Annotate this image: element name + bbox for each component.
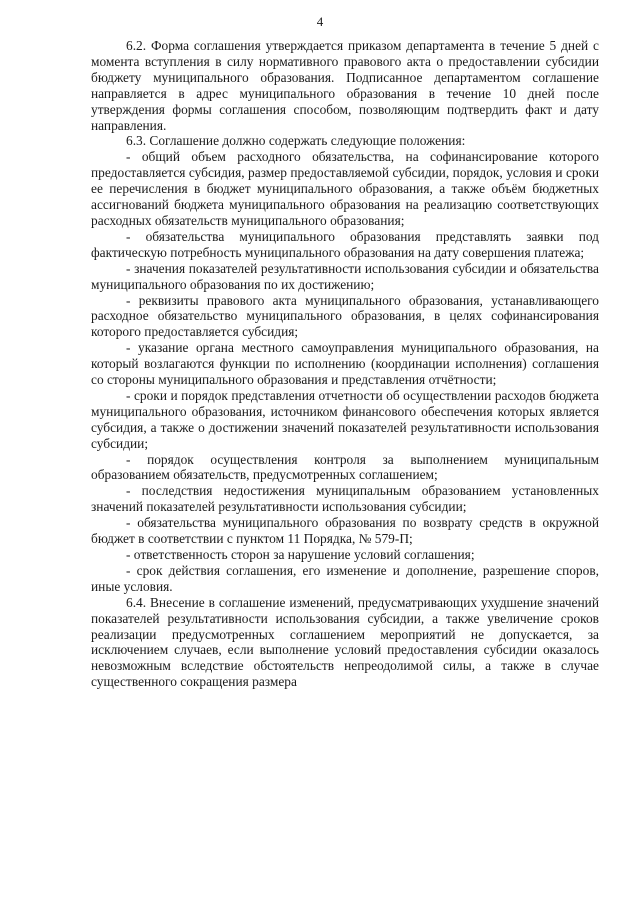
paragraph-6-3: 6.3. Соглашение должно содержать следующие положения: <box>126 133 466 149</box>
list-item-term-and-disputes: - срок действия соглашения, его изменение и дополнение, разрешение споров, иные условия. <box>91 562 599 594</box>
list-item-legal-act-details: - реквизиты правового акта муниципального образования, устанавливающего расходное обязательство муниципального образования, в целях софинансирования которого предоставляется субсидия; <box>91 292 599 340</box>
list-item-payment-requests: - обязательства муниципального образования представлять заявки под фактическую потребность муниципального образования на дату совершения платежа; <box>91 228 599 260</box>
paragraph-6-4: 6.4. Внесение в соглашение изменений, предусматривающих ухудшение значений показателей результативности использования субсидии, а также увеличение сроков реализации предусмотренных соглашением мероприятий не допускается, за исключением случаев, если выполнение условий предоставления субсидии оказалось невозможным вследствие обстоятельств непреодолимой силы, а также в случае существенного сокращения размера <box>91 594 599 690</box>
list-item-responsible-body: - указание органа местного самоуправления муниципального образования, на который возлагаются функции по исполнению (координации исполнения) соглашения со стороны муниципального образования и представления отчётности; <box>91 340 599 388</box>
page-number: 4 <box>316 14 324 29</box>
document-body <box>91 38 599 690</box>
list-item-control-procedure: - порядок осуществления контроля за выполнением муниципальным образованием обязательств, предусмотренных соглашением; <box>91 451 599 483</box>
list-item-reporting: - сроки и порядок представления отчетности об осуществлении расходов бюджета муниципального образования, источником финансового обеспечения которых является субсидия, а также о достижении значений показателей результативности использования субсидии; <box>91 387 599 451</box>
list-item-consequences: - последствия недостижения муниципальным образованием установленных значений показателей результативности использования субсидии; <box>91 483 599 515</box>
list-item-liability: - ответственность сторон за нарушение условий соглашения; <box>126 547 475 562</box>
list-item-expense-obligation: - общий объем расходного обязательства, на софинансирование которого предоставляется субсидия, размер предоставляемой субсидии, порядок, условия и сроки ее перечисления в бюджет муниципального образования, а также объём бюджетных ассигнований бюджета муниципального образования на реализацию соответствующих расходных обязательств муниципального образования; <box>91 149 599 228</box>
paragraph-6-2: 6.2. Форма соглашения утверждается приказом департамента в течение 5 дней с момента вступления в силу нормативного правового акта о предоставлении субсидии бюджету муниципального образования. Подписанное департаментом соглашение направляется в адрес муниципального образования в течение 10 дней после утверждения формы соглашения способом, позволяющим подтвердить факт и дату направления. <box>91 38 599 133</box>
list-item-performance-indicators: - значения показателей результативности использования субсидии и обязательства муниципального образования по их достижению; <box>91 260 599 292</box>
list-item-refund-obligations: - обязательства муниципального образования по возврату средств в окружной бюджет в соответствии с пунктом 11 Порядка, № 579-П; <box>91 515 599 547</box>
